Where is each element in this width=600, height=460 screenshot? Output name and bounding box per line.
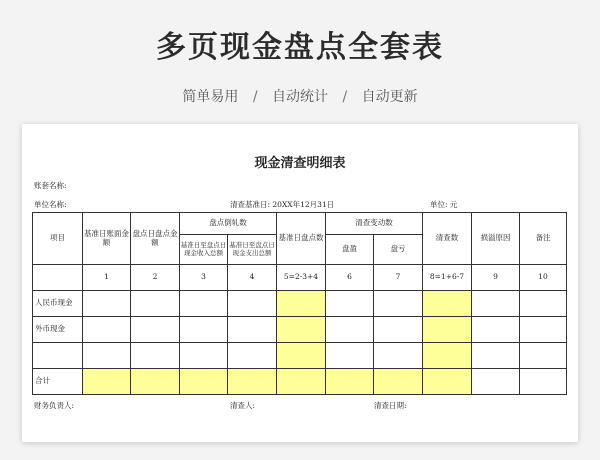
row-label bbox=[33, 343, 83, 369]
table-cell[interactable] bbox=[180, 291, 228, 317]
table-cell[interactable] bbox=[83, 291, 131, 317]
col-verified: 清查数 bbox=[423, 213, 472, 265]
table-cell[interactable] bbox=[326, 343, 374, 369]
col-rollback-in: 基准日至盘点日现金收入总额 bbox=[180, 235, 228, 265]
col-rollback: 盘点倒轧数 bbox=[180, 213, 277, 235]
feature-easy: 简单易用 bbox=[182, 89, 239, 105]
table-cell[interactable] bbox=[520, 369, 567, 395]
table-cell[interactable] bbox=[131, 343, 180, 369]
formula-cell[interactable] bbox=[423, 317, 472, 343]
index-cell: 7 bbox=[374, 265, 423, 291]
table-cell[interactable] bbox=[131, 317, 180, 343]
table-cell[interactable] bbox=[472, 343, 520, 369]
table-cell[interactable] bbox=[520, 317, 567, 343]
separator: / bbox=[252, 89, 258, 105]
table-cell[interactable] bbox=[83, 317, 131, 343]
table-row bbox=[33, 343, 567, 369]
table-row bbox=[33, 317, 567, 343]
col-base-count: 基准日盘点数 bbox=[277, 213, 326, 265]
spreadsheet-preview bbox=[22, 124, 578, 442]
table-cell[interactable] bbox=[326, 291, 374, 317]
total-cell[interactable] bbox=[374, 369, 423, 395]
checker-label: 清查人: bbox=[230, 401, 256, 410]
document-title: 现金清查明细表 bbox=[254, 156, 346, 171]
table-cell[interactable] bbox=[33, 265, 83, 291]
formula-cell[interactable] bbox=[277, 317, 326, 343]
total-cell[interactable] bbox=[131, 369, 180, 395]
row-label: 人民币现金 bbox=[33, 291, 83, 317]
account-name-label: 账套名称: bbox=[34, 181, 67, 190]
index-row bbox=[33, 265, 567, 291]
total-cell[interactable] bbox=[326, 369, 374, 395]
index-cell: 4 bbox=[228, 265, 277, 291]
total-row bbox=[33, 369, 567, 395]
index-cell: 3 bbox=[180, 265, 228, 291]
col-item: 项目 bbox=[33, 213, 83, 265]
feature-auto-update: 自动更新 bbox=[361, 89, 418, 105]
row-label: 外币现金 bbox=[33, 317, 83, 343]
formula-cell[interactable] bbox=[277, 343, 326, 369]
total-cell[interactable] bbox=[423, 369, 472, 395]
index-cell: 9 bbox=[472, 265, 520, 291]
check-date-label: 清查基准日: 20XX年12月31日 bbox=[230, 200, 335, 209]
col-note: 备注 bbox=[520, 213, 567, 265]
table-cell[interactable] bbox=[472, 291, 520, 317]
currency-unit-label: 单位: 元 bbox=[430, 200, 458, 209]
table-cell[interactable] bbox=[520, 291, 567, 317]
feature-tagline bbox=[0, 86, 600, 106]
index-cell: 10 bbox=[520, 265, 567, 291]
finance-head-label: 财务负责人: bbox=[34, 401, 75, 410]
total-cell[interactable] bbox=[228, 369, 277, 395]
table-cell[interactable] bbox=[520, 343, 567, 369]
total-label: 合计 bbox=[33, 369, 83, 395]
total-cell[interactable] bbox=[277, 369, 326, 395]
col-loss: 盘亏 bbox=[374, 235, 423, 265]
table-cell[interactable] bbox=[228, 317, 277, 343]
formula-cell[interactable] bbox=[277, 291, 326, 317]
feature-auto-stats: 自动统计 bbox=[272, 89, 328, 105]
col-rollback-out: 基准日至盘点日现金支出总额 bbox=[228, 235, 277, 265]
col-count-amount: 盘点日盘点金额 bbox=[131, 213, 180, 265]
index-cell: 1 bbox=[83, 265, 131, 291]
col-reason: 损溢原因 bbox=[472, 213, 520, 265]
separator: / bbox=[342, 89, 348, 105]
formula-cell[interactable] bbox=[423, 343, 472, 369]
check-day-label: 清查日期: bbox=[374, 401, 407, 410]
table-cell[interactable] bbox=[83, 343, 131, 369]
unit-name-label: 单位名称: bbox=[34, 200, 67, 209]
table-cell[interactable] bbox=[326, 317, 374, 343]
table-cell[interactable] bbox=[472, 317, 520, 343]
cash-check-table bbox=[32, 212, 567, 395]
table-cell[interactable] bbox=[131, 291, 180, 317]
total-cell[interactable] bbox=[83, 369, 131, 395]
index-cell: 6 bbox=[326, 265, 374, 291]
col-change: 清查变动数 bbox=[326, 213, 423, 235]
formula-cell[interactable] bbox=[423, 291, 472, 317]
table-cell[interactable] bbox=[228, 343, 277, 369]
table-cell[interactable] bbox=[472, 369, 520, 395]
table-cell[interactable] bbox=[374, 317, 423, 343]
col-book-balance: 基准日账面金额 bbox=[83, 213, 131, 265]
table-cell[interactable] bbox=[180, 317, 228, 343]
index-cell: 8=1+6-7 bbox=[423, 265, 472, 291]
col-surplus: 盘盈 bbox=[326, 235, 374, 265]
table-cell[interactable] bbox=[374, 343, 423, 369]
index-cell: 2 bbox=[131, 265, 180, 291]
table-row bbox=[33, 291, 567, 317]
table-cell[interactable] bbox=[228, 291, 277, 317]
index-cell: 5=2-3+4 bbox=[277, 265, 326, 291]
page-title: 多页现金盘点全套表 bbox=[156, 30, 444, 65]
total-cell[interactable] bbox=[180, 369, 228, 395]
table-cell[interactable] bbox=[374, 291, 423, 317]
table-cell[interactable] bbox=[180, 343, 228, 369]
